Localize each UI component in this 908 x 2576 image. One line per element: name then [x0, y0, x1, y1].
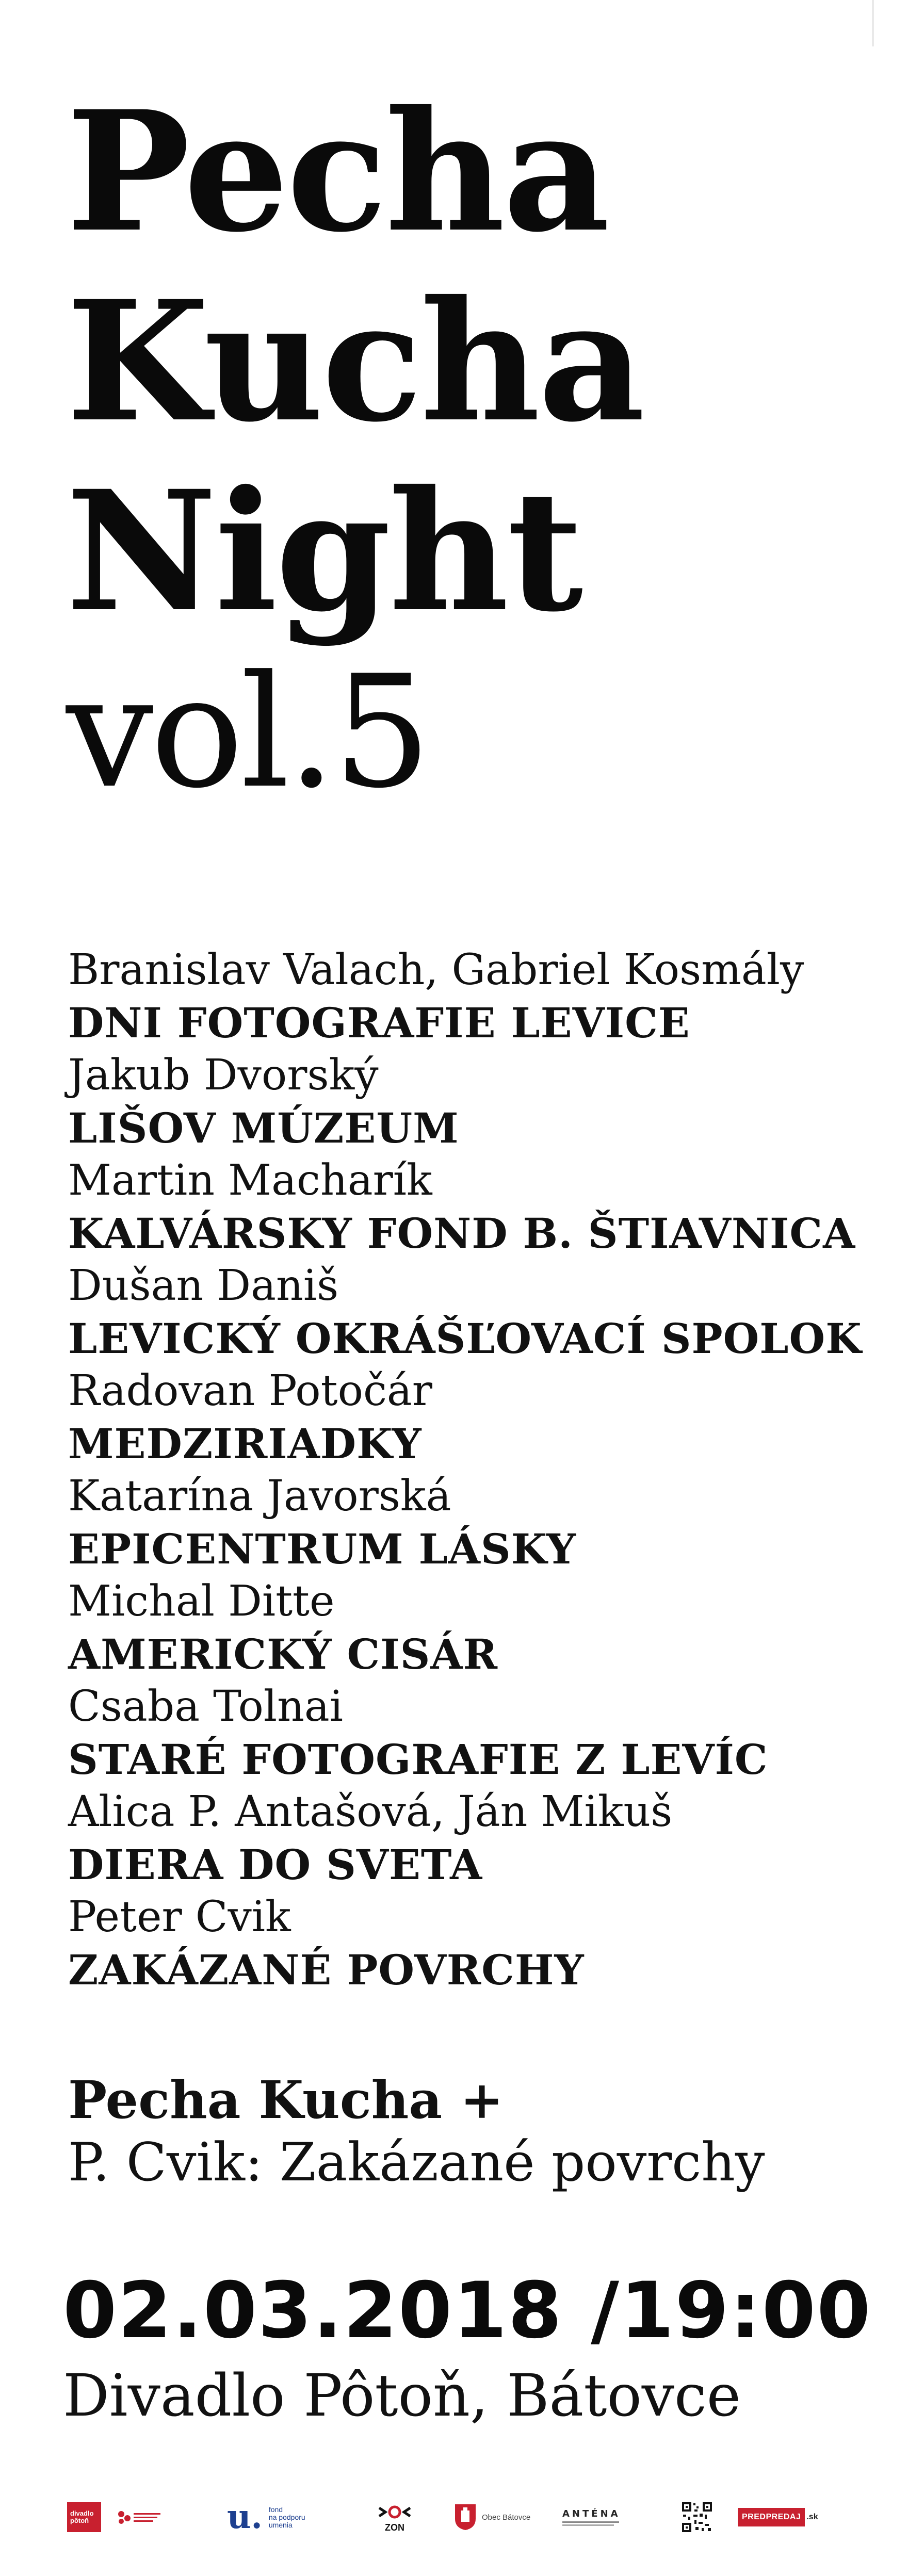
zon-logo-text: ZON — [385, 2522, 404, 2533]
zon-emblem-icon — [377, 2502, 413, 2522]
talk-title: KALVÁRSKY FOND B. ŠTIAVNICA — [68, 1209, 856, 1258]
speaker-name: Katarína Javorská — [68, 1472, 451, 1521]
coat-of-arms-icon — [454, 2503, 477, 2531]
title-line-1: Pecha — [66, 75, 608, 269]
fund-for-arts-logo — [227, 2489, 305, 2546]
title-line-2: Kucha — [66, 265, 643, 459]
special-program — [68, 2068, 765, 2194]
predpredaj-logo-suffix: .sk — [806, 2513, 818, 2521]
program-entry — [68, 1575, 894, 1681]
event-venue: Divadlo Pôtoň, Bátovce — [63, 2362, 741, 2430]
program-entry — [68, 1049, 894, 1154]
title-line-3: Night — [66, 455, 581, 648]
sponsor-logos — [67, 2489, 841, 2546]
talk-title: MEDZIRIADKY — [68, 1420, 422, 1468]
program-entry — [68, 1786, 894, 1891]
speaker-name: Martin Macharík — [68, 1156, 432, 1205]
volume-label: vol.5 — [66, 642, 429, 822]
ministry-logo — [116, 2489, 163, 2546]
special-program-subtitle: P. Cvik: Zakázané povrchy — [68, 2132, 765, 2193]
speaker-name: Alica P. Antašová, Ján Mikuš — [68, 1787, 673, 1836]
program-list — [68, 944, 894, 1996]
speaker-name: Csaba Tolnai — [68, 1682, 343, 1731]
speaker-name: Michal Ditte — [68, 1577, 335, 1626]
ministry-emblem-icon — [116, 2507, 163, 2528]
program-entry — [68, 1154, 894, 1260]
speaker-name: Radovan Potočár — [68, 1366, 433, 1415]
edge-mark — [872, 0, 874, 46]
talk-title: EPICENTRUM LÁSKY — [68, 1525, 577, 1573]
antena-logo — [562, 2489, 621, 2546]
fund-logo-line2: na podporu — [268, 2513, 305, 2521]
program-entry — [68, 1260, 894, 1365]
talk-title: DNI FOTOGRAFIE LEVICE — [68, 999, 690, 1047]
event-datetime: 02.03.2018 /19:00 — [63, 2266, 872, 2356]
program-entry — [68, 1681, 894, 1786]
talk-title: DIERA DO SVETA — [68, 1840, 483, 1889]
antena-logo-text: ANTÉNA — [562, 2508, 621, 2519]
poster-title — [66, 75, 643, 822]
program-entry — [68, 944, 894, 1049]
talk-title: STARÉ FOTOGRAFIE Z LEVÍC — [68, 1735, 768, 1784]
speaker-name: Jakub Dvorský — [68, 1051, 379, 1100]
zon-logo — [377, 2489, 413, 2546]
speaker-name: Dušan Daniš — [68, 1261, 339, 1310]
fund-logo-line3: umenia — [268, 2520, 293, 2529]
program-entry — [68, 1365, 894, 1470]
poton-logo-line2: pôtoň — [70, 2517, 89, 2524]
obec-logo-label: Obec Bátovce — [482, 2513, 531, 2522]
qr-code-icon — [681, 2489, 713, 2546]
speaker-name: Branislav Valach, Gabriel Kosmály — [68, 945, 804, 994]
predpredaj-logo-text: PREDPREDAJ — [742, 2513, 801, 2521]
program-entry — [68, 1891, 894, 1996]
talk-title: ZAKÁZANÉ POVRCHY — [68, 1946, 585, 1994]
fund-logo-mark: u. — [227, 2498, 263, 2536]
divadlo-poton-logo — [67, 2489, 101, 2546]
special-program-title: Pecha Kucha + — [68, 2069, 504, 2130]
poton-logo-line1: divadlo — [70, 2509, 94, 2517]
predpredaj-logo — [738, 2489, 818, 2546]
program-entry — [68, 1470, 894, 1575]
talk-title: LEVICKÝ OKRÁŠĽOVACÍ SPOLOK — [68, 1314, 862, 1363]
obec-batovce-logo — [454, 2489, 530, 2546]
speaker-name: Peter Cvik — [68, 1893, 291, 1942]
talk-title: AMERICKÝ CISÁR — [68, 1630, 498, 1678]
talk-title: LIŠOV MÚZEUM — [68, 1104, 459, 1152]
fund-logo-line1: fond — [268, 2505, 283, 2514]
